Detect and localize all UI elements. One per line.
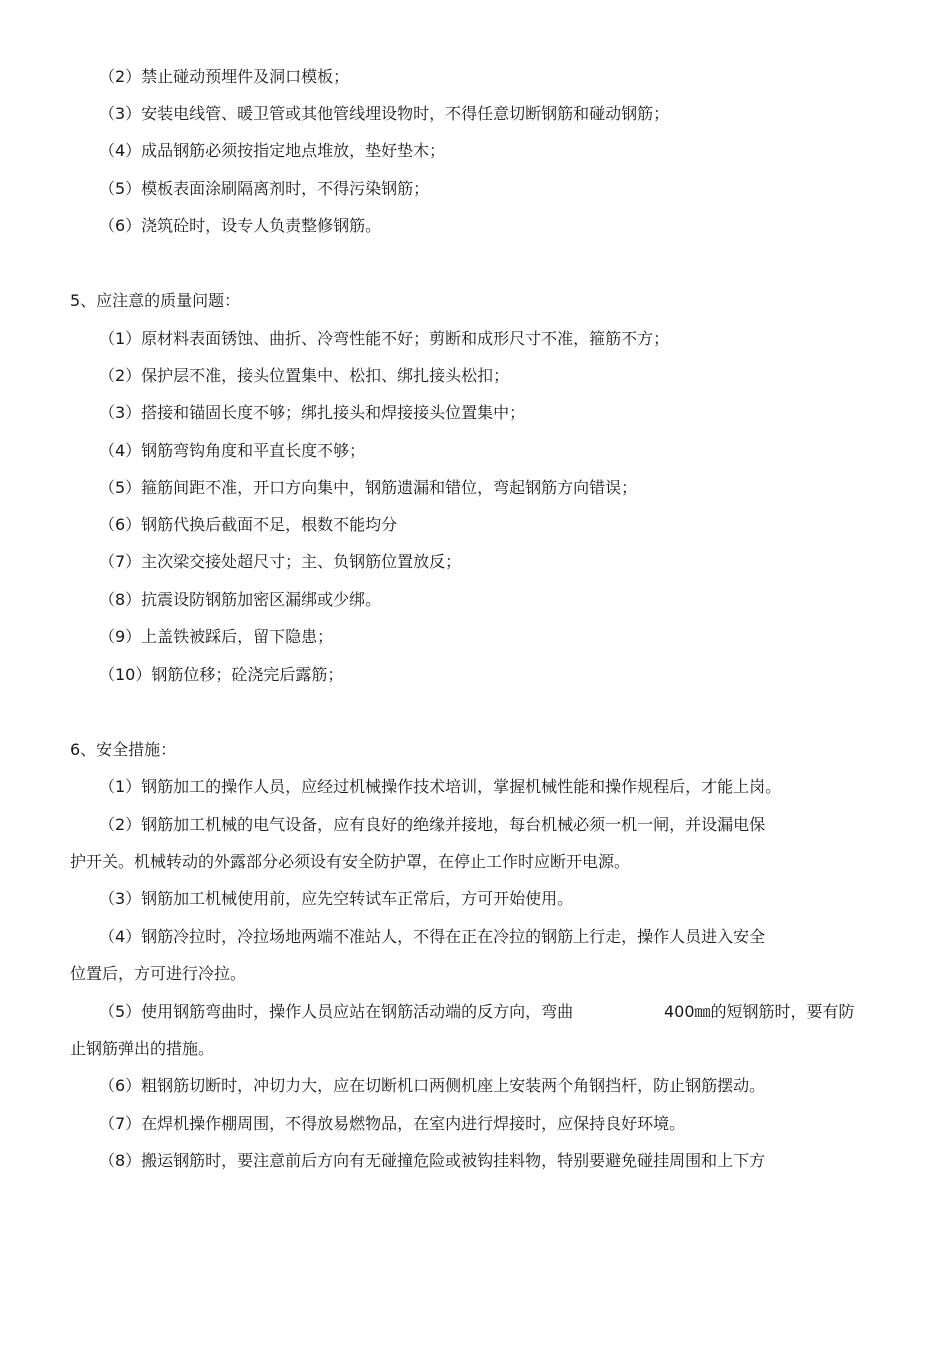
- quality-item-8: （8）抗震设防钢筋加密区漏绑或少绑。: [99, 590, 382, 609]
- quality-item-5: （5）箍筋间距不准，开口方向集中，钢筋遗漏和错位，弯起钢筋方向错误；: [99, 478, 638, 497]
- quality-item-2: （2）保护层不准，接头位置集中、松扣、绑扎接头松扣；: [99, 366, 510, 385]
- measure-item-2: （2）钢筋加工机械的电气设备，应有良好的绝缘并接地，每台机械必须一机一闸，并设漏电保: [99, 815, 766, 834]
- quality-item-1: （1）原材料表面锈蚀、曲折、冷弯性能不好；剪断和成形尺寸不准，箍筋不方；: [99, 329, 670, 348]
- measure-item-5-tail: 400㎜的短钢筋时，要有防: [664, 1002, 855, 1021]
- quality-item-7: （7）主次梁交接处超尺寸；主、负钢筋位置放反；: [99, 552, 462, 571]
- safety-item-5: （5）模板表面涂刷隔离剂时，不得污染钢筋；: [99, 179, 430, 198]
- safety-item-4: （4）成品钢筋必须按指定地点堆放，垫好垫木；: [99, 141, 446, 160]
- safety-item-3: （3）安装电线管、暖卫管或其他管线埋设物时，不得任意切断钢筋和碰动钢筋；: [99, 104, 670, 123]
- measure-item-7: （7）在焊机操作棚周围，不得放易燃物品，在室内进行焊接时，应保持良好环境。: [99, 1114, 686, 1133]
- measure-item-4-cont: 位置后，方可进行冷拉。: [70, 964, 247, 983]
- quality-item-4: （4）钢筋弯钩角度和平直长度不够；: [99, 441, 366, 460]
- quality-item-9: （9）上盖铁被踩后，留下隐患；: [99, 627, 334, 646]
- measure-item-3: （3）钢筋加工机械使用前，应先空转试车正常后，方可开始使用。: [99, 889, 574, 908]
- section-heading-safety-measures: 6、安全措施：: [70, 740, 177, 759]
- measure-item-4: （4）钢筋冷拉时，冷拉场地两端不准站人，不得在正在冷拉的钢筋上行走，操作人员进入安全: [99, 927, 766, 946]
- measure-item-5: （5）使用钢筋弯曲时，操作人员应站在钢筋活动端的反方向，弯曲: [99, 1002, 574, 1021]
- safety-item-6: （6）浇筑砼时，设专人负责整修钢筋。: [99, 216, 382, 235]
- measure-item-1: （1）钢筋加工的操作人员，应经过机械操作技术培训，掌握机械性能和操作规程后，才能上岗。: [99, 777, 782, 796]
- measure-item-5-cont: 止钢筋弹出的措施。: [70, 1039, 215, 1058]
- measure-item-2-cont: 护开关。机械转动的外露部分必须设有安全防护罩，在停止工作时应断开电源。: [70, 852, 631, 871]
- quality-item-3: （3）搭接和锚固长度不够；绑扎接头和焊接接头位置集中；: [99, 403, 526, 422]
- quality-item-6: （6）钢筋代换后截面不足，根数不能均分: [99, 515, 398, 534]
- measure-item-6: （6）粗钢筋切断时，冲切力大，应在切断机口两侧机座上安装两个角钢挡杆，防止钢筋摆动。: [99, 1076, 766, 1095]
- quality-item-10: （10）钢筋位移；砼浇完后露筋；: [99, 665, 344, 684]
- measure-item-8: （8）搬运钢筋时，要注意前后方向有无碰撞危险或被钩挂料物，特别要避免碰挂周围和上下方: [99, 1151, 766, 1170]
- section-heading-quality: 5、应注意的质量问题：: [70, 291, 241, 310]
- safety-item-2: （2）禁止碰动预埋件及洞口模板；: [99, 67, 350, 86]
